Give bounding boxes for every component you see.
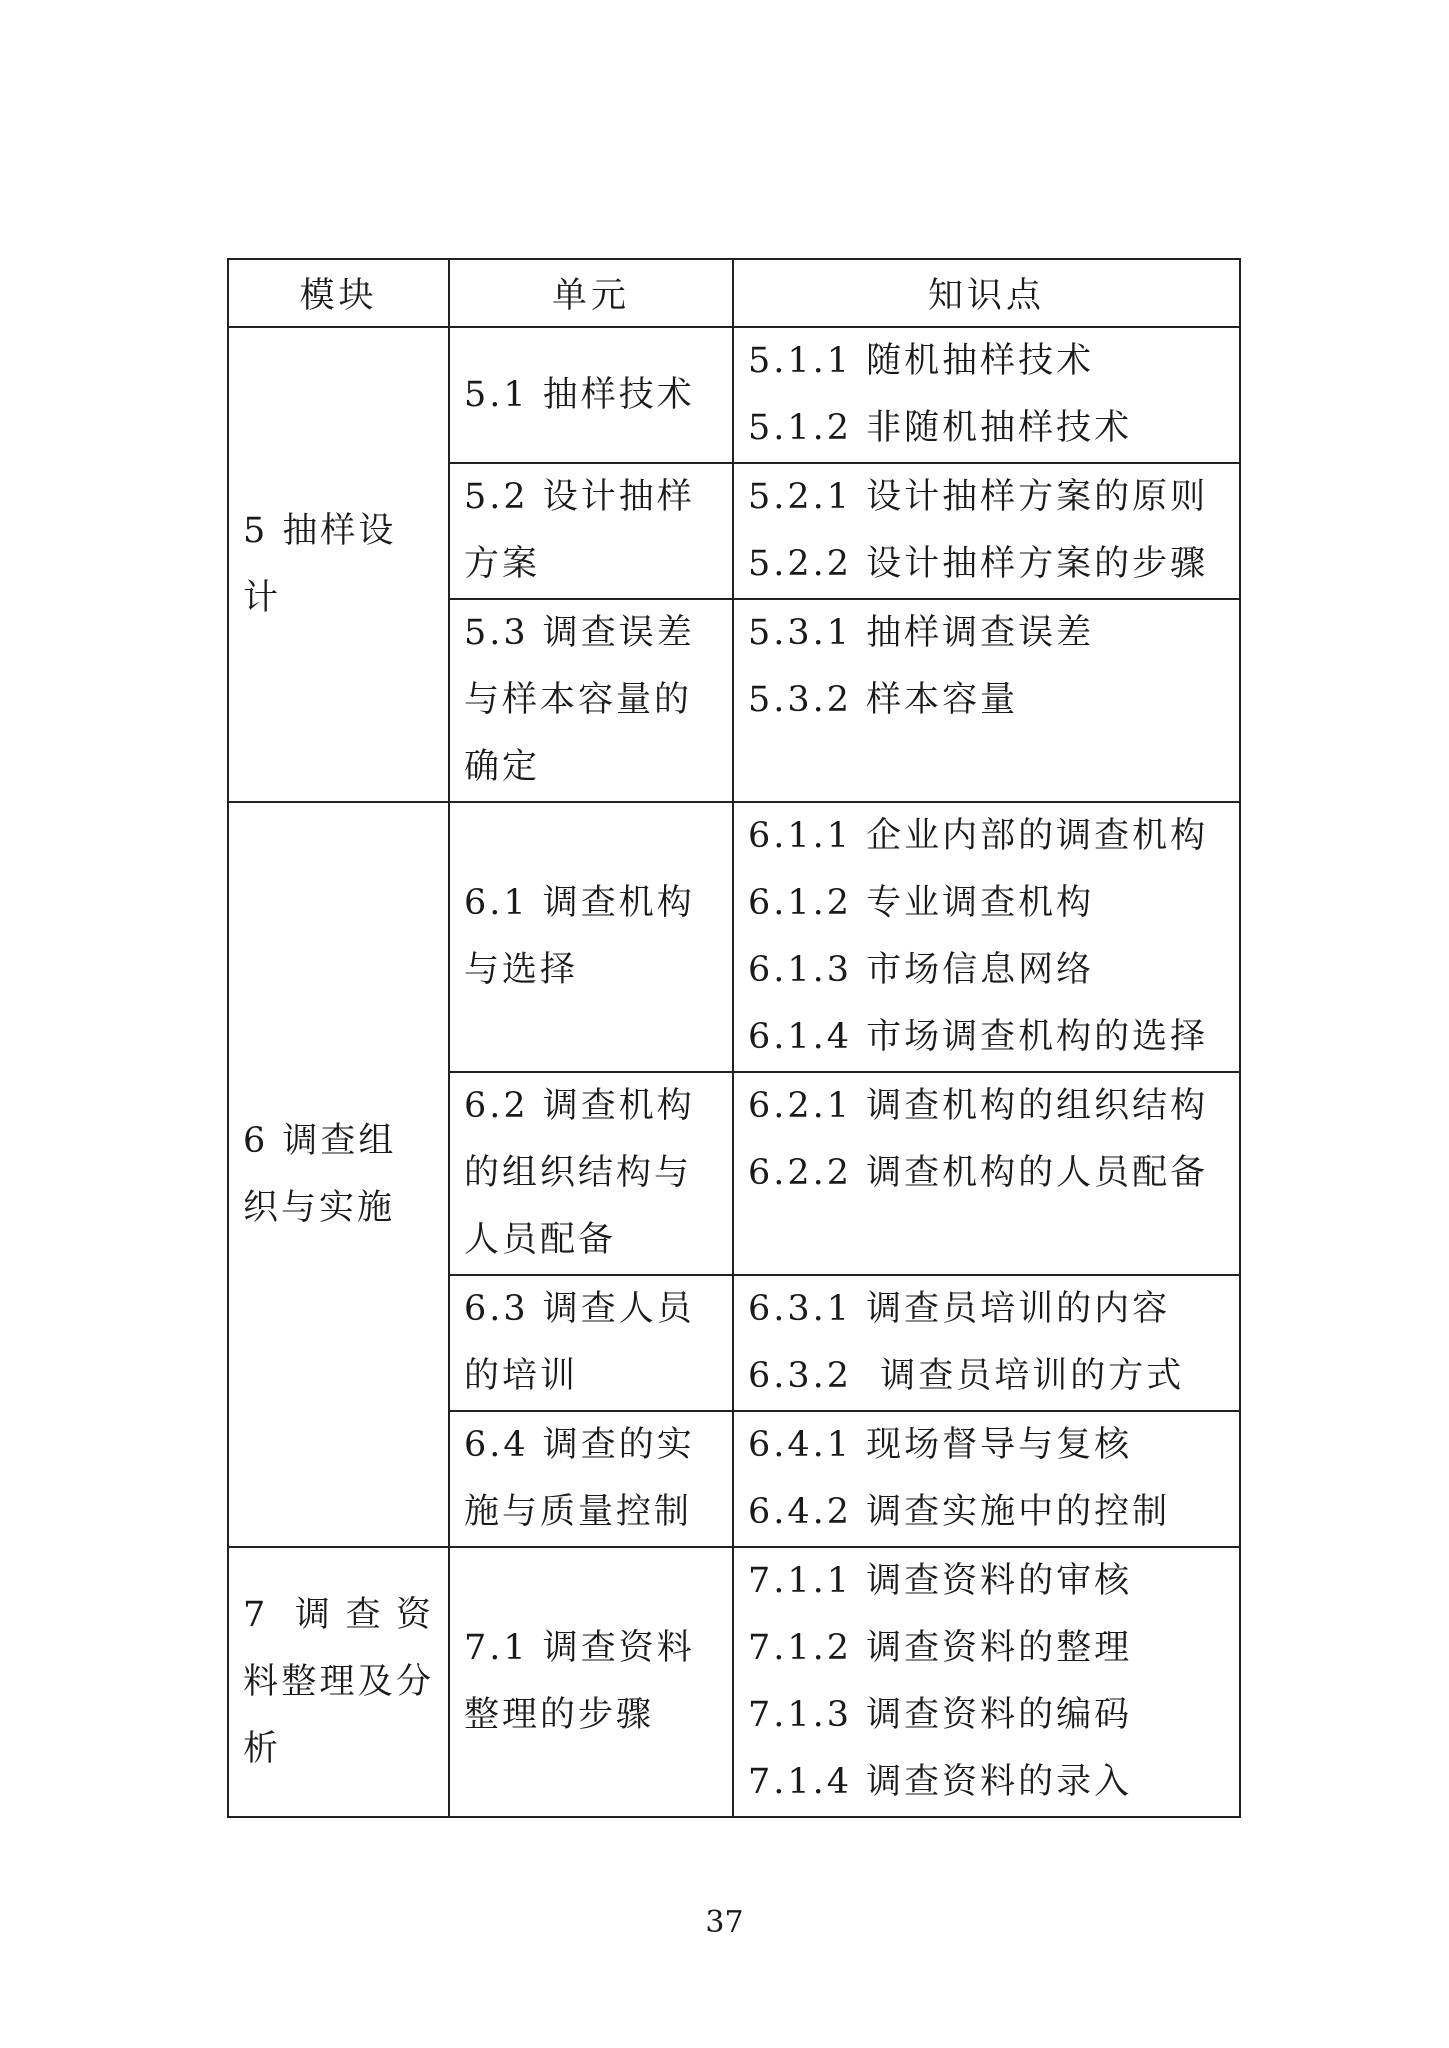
module-cell <box>228 802 449 1547</box>
knowledge-point: 6.1.2 专业调查机构 <box>748 883 1095 923</box>
knowledge-point: 6.1.3 市场信息网络 <box>748 950 1095 990</box>
unit-cell <box>449 1072 733 1275</box>
knowledge-point: 6.2.1 调查机构的组织结构 <box>748 1086 1209 1126</box>
unit-cell <box>449 327 733 463</box>
module-name: 7 调查资料整理及分析 <box>243 1594 434 1769</box>
unit-cell <box>449 1275 733 1411</box>
knowledge-point-cell <box>733 327 1240 463</box>
unit-cell <box>449 463 733 599</box>
header-knowledge-point: 知识点 <box>733 259 1240 327</box>
unit-name: 6.4 调查的实施与质量控制 <box>464 1425 695 1532</box>
knowledge-point-table <box>227 258 1241 1818</box>
unit-name: 6.1 调查机构与选择 <box>464 883 695 990</box>
unit-name: 6.2 调查机构的组织结构与人员配备 <box>464 1086 695 1260</box>
knowledge-point-cell <box>733 1072 1240 1275</box>
unit-name: 5.3 调查误差与样本容量的确定 <box>464 613 695 787</box>
knowledge-point: 5.2.2 设计抽样方案的步骤 <box>748 544 1209 584</box>
table-row <box>228 327 1240 463</box>
knowledge-point-cell <box>733 1275 1240 1411</box>
module-name: 5 抽样设计 <box>243 510 397 618</box>
knowledge-point-cell <box>733 1547 1240 1817</box>
table-row <box>228 802 1240 1072</box>
knowledge-point: 7.1.4 调查资料的录入 <box>748 1762 1133 1802</box>
knowledge-point: 7.1.3 调查资料的编码 <box>748 1695 1133 1735</box>
unit-name: 5.2 设计抽样方案 <box>464 477 695 584</box>
knowledge-point: 6.1.4 市场调查机构的选择 <box>748 1017 1209 1057</box>
header-unit: 单元 <box>449 259 733 327</box>
unit-cell <box>449 1547 733 1817</box>
knowledge-point-cell <box>733 802 1240 1072</box>
knowledge-point: 7.1.1 调查资料的审核 <box>748 1561 1133 1601</box>
header-module: 模块 <box>228 259 449 327</box>
table-row <box>228 1547 1240 1817</box>
module-name: 6 调查组织与实施 <box>243 1120 397 1228</box>
knowledge-point: 6.4.2 调查实施中的控制 <box>748 1492 1171 1532</box>
knowledge-point: 6.3.2 调查员培训的方式 <box>748 1356 1185 1396</box>
knowledge-point: 5.3.1 抽样调查误差 <box>748 613 1095 653</box>
knowledge-point: 6.2.2 调查机构的人员配备 <box>748 1153 1209 1193</box>
knowledge-point: 6.4.1 现场督导与复核 <box>748 1425 1133 1465</box>
knowledge-point: 5.1.2 非随机抽样技术 <box>748 408 1133 448</box>
knowledge-point-cell <box>733 1411 1240 1547</box>
unit-cell <box>449 599 733 802</box>
knowledge-point: 5.2.1 设计抽样方案的原则 <box>748 477 1209 517</box>
unit-name: 7.1 调查资料整理的步骤 <box>464 1628 695 1735</box>
module-cell <box>228 327 449 802</box>
page-number: 37 <box>705 1905 744 1940</box>
knowledge-point: 7.1.2 调查资料的整理 <box>748 1628 1133 1668</box>
table-header-row <box>228 259 1240 327</box>
unit-name: 5.1 抽样技术 <box>464 375 695 415</box>
unit-cell <box>449 1411 733 1547</box>
knowledge-point-cell <box>733 599 1240 802</box>
knowledge-point: 5.1.1 随机抽样技术 <box>748 341 1095 381</box>
knowledge-point: 6.3.1 调查员培训的内容 <box>748 1289 1171 1329</box>
module-cell <box>228 1547 449 1817</box>
knowledge-point: 5.3.2 样本容量 <box>748 680 1019 720</box>
unit-name: 6.3 调查人员的培训 <box>464 1289 695 1396</box>
knowledge-point: 6.1.1 企业内部的调查机构 <box>748 816 1209 856</box>
unit-cell <box>449 802 733 1072</box>
knowledge-point-cell <box>733 463 1240 599</box>
